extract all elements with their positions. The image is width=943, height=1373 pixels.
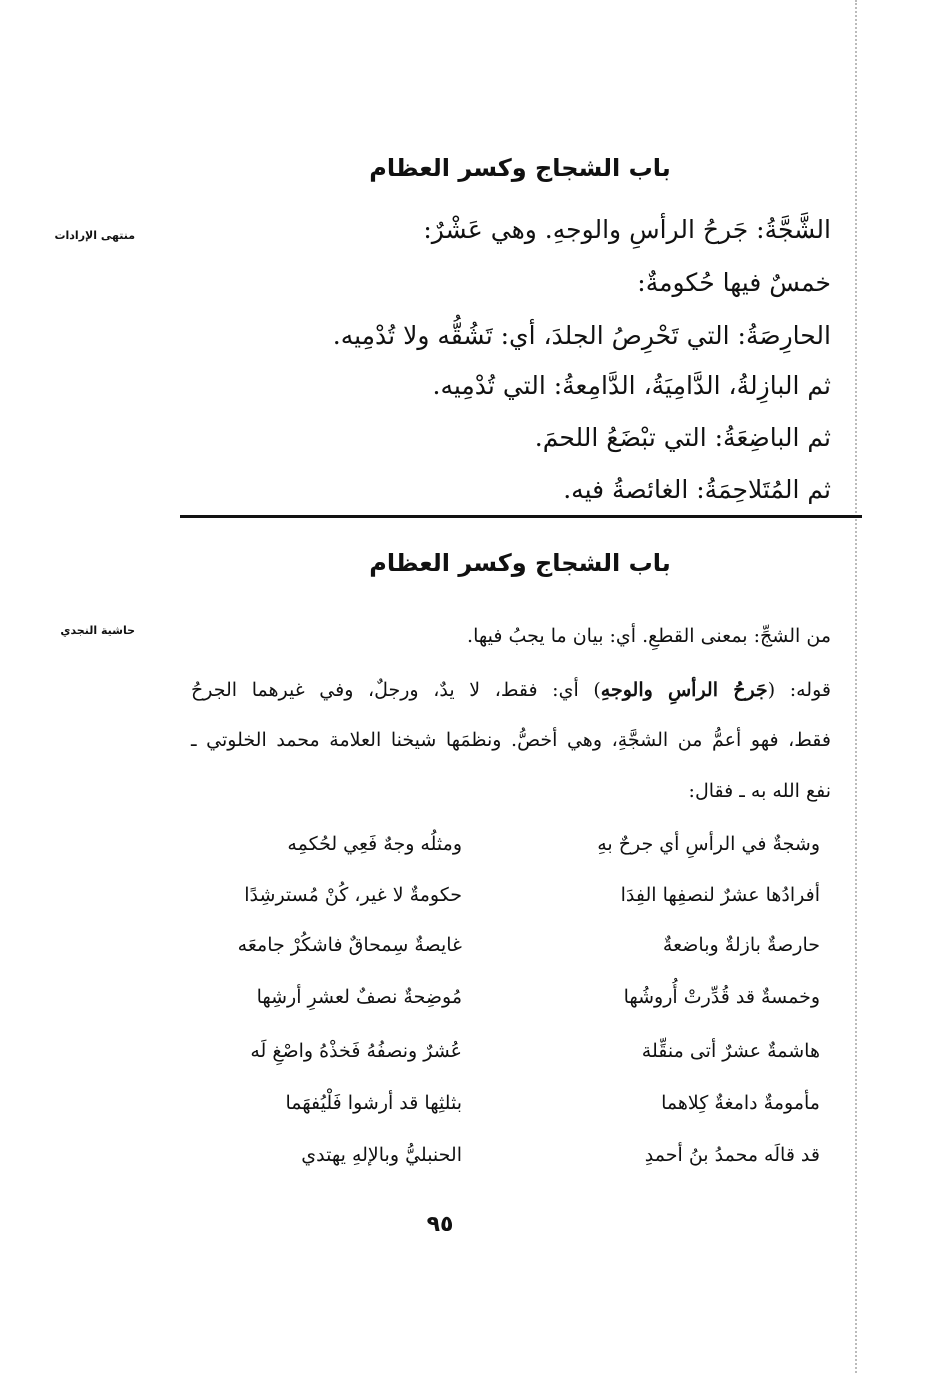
matn-line: ثم البازِلةُ، الدَّامِيَةُ، الدَّامِعةُ: التي تُدْمِيه. xyxy=(432,371,831,400)
verse-first-hemistich: قد قالَه محمدُ بنُ أحمدِ xyxy=(644,1144,820,1166)
verse-first-hemistich: أفرادُها عشرٌ لنصفِها الفِدَا xyxy=(620,884,820,906)
page-edge-dots xyxy=(855,0,857,1373)
verse-second-hemistich: عُشرٌ ونصفُهُ فَخذْهُ واصْغِ لَه xyxy=(250,1040,462,1062)
poem-verse xyxy=(170,1092,820,1122)
verse-first-hemistich: وخمسةٌ قد قُدِّرتْ أُروشُها xyxy=(623,986,820,1008)
commentary-line-3: فقط، فهو أعمُّ من الشجَّةِ، وهي أخصُّ. ونظمَها شيخنا العلامة محمد الخلوتي ـ xyxy=(191,729,831,751)
commentary-line-2-suffix: ) أي: فقط، لا يدٌ، ورجلٌ، وفي غيرهما الجرحُ xyxy=(191,679,601,701)
poem-verse xyxy=(170,884,820,914)
commentary-line-2-prefix: قوله: ( xyxy=(767,679,831,701)
verse-second-hemistich: مُوضِحةٌ نصفٌ لعشرِ أرشِها xyxy=(256,986,462,1008)
poem-verse xyxy=(170,1040,820,1070)
commentary-quoted-text: جَرحُ الرأسِ والوجهِ xyxy=(600,679,768,701)
commentary-heading: باب الشجاج وكسر العظام xyxy=(369,549,671,577)
verse-first-hemistich: مأمومةٌ دامغةٌ كِلاهما xyxy=(661,1092,820,1114)
matn-line: ثم الباضِعَةُ: التي تبْضَعُ اللحمَ. xyxy=(534,423,831,452)
commentary-line-1: من الشجِّ: بمعنى القطعِ. أي: بيان ما يجبُ فيها. xyxy=(467,625,831,647)
verse-first-hemistich: حارصةٌ بازلةٌ وباضعةٌ xyxy=(662,934,820,956)
verse-second-hemistich: الحنبليُّ وبالإلهِ يهتدي xyxy=(301,1144,462,1166)
matn-line: خمسٌ فيها حُكومةٌ: xyxy=(637,268,831,297)
verse-second-hemistich: حكومةٌ لا غير، كُنْ مُسترشِدًا xyxy=(244,884,462,906)
verse-second-hemistich: غايصةٌ سِمحاقٌ فاشكُرْ جامعَه xyxy=(237,934,462,956)
commentary-line-4: نفع الله به ـ فقال: xyxy=(688,780,831,802)
side-label-hashiya: حاشية النجدي xyxy=(60,624,135,637)
verse-first-hemistich: هاشمةٌ عشرٌ أتى منقِّلة xyxy=(641,1040,820,1062)
matn-line: الشَّجَّةُ: جَرحُ الرأسِ والوجهِ. وهي عَشْرٌ: xyxy=(423,215,831,244)
matn-line: الحارِصَةُ: التي تَحْرِصُ الجلدَ، أي: تَشُقُّه ولا تُدْمِيه. xyxy=(332,321,831,350)
poem-verse xyxy=(170,1144,820,1174)
matn-line: ثم المُتَلاحِمَةُ: الغائصةُ فيه. xyxy=(563,475,831,504)
poem-verse xyxy=(170,833,820,863)
verse-second-hemistich: ومثلُه وجهٌ فَعِي لحُكمِه xyxy=(287,833,462,855)
poem-verse xyxy=(170,934,820,964)
verse-first-hemistich: وشجةٌ في الرأسِ أي جرحٌ بهِ xyxy=(597,833,820,855)
commentary-line-2 xyxy=(191,678,831,703)
section-divider xyxy=(180,515,862,518)
side-label-matn: منتهى الإرادات xyxy=(54,229,135,242)
verse-second-hemistich: بثلثِها قد أرشوا فَلْيُفهَما xyxy=(285,1092,462,1114)
matn-heading: باب الشجاج وكسر العظام xyxy=(369,154,671,182)
poem-verse xyxy=(170,986,820,1016)
page-number: ٩٥ xyxy=(426,1212,454,1237)
